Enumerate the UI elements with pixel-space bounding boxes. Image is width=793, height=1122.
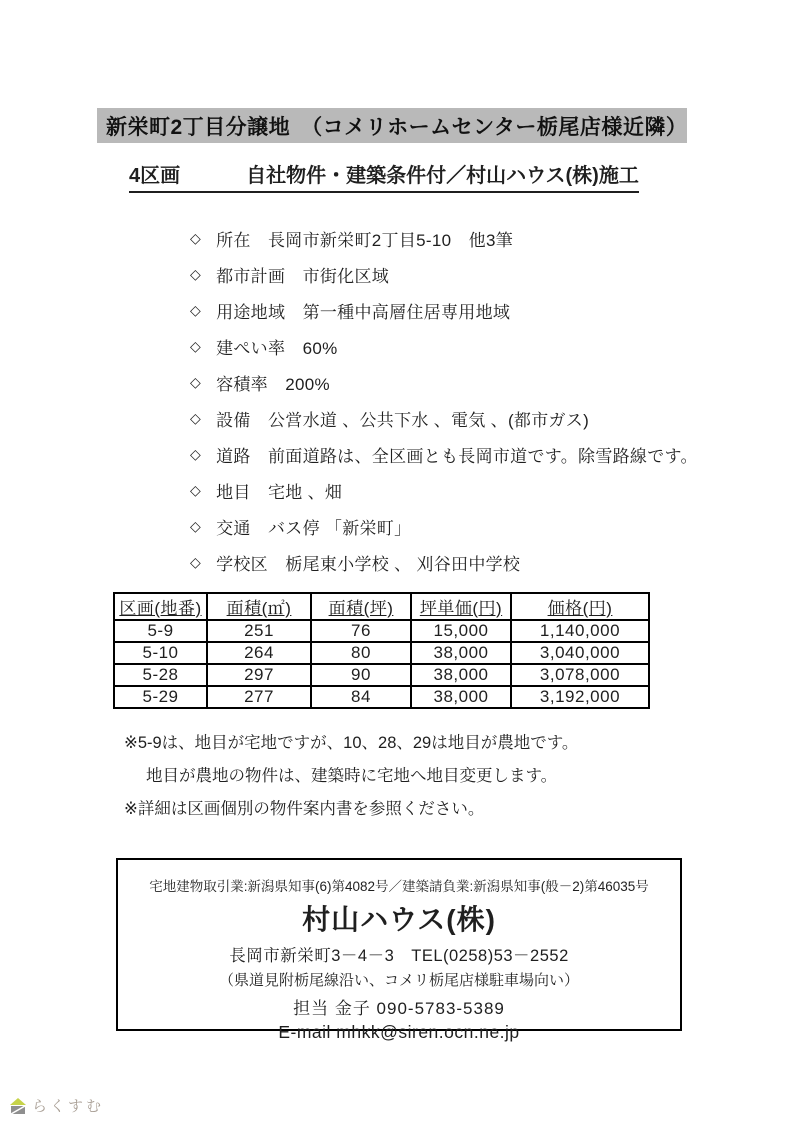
table-row <box>114 642 649 664</box>
table-cell: 5-9 <box>114 620 207 642</box>
table-cell: 3,040,000 <box>511 642 649 664</box>
spec-text: 道路 前面道路は、全区画とも長岡市道です。除雪路線です。 <box>216 446 698 466</box>
table-cell: 90 <box>311 664 411 686</box>
spec-text: 学校区 栃尾東小学校 、 刈谷田中学校 <box>216 554 521 574</box>
subtitle-lot-count: 4区画 <box>129 165 181 187</box>
spec-text: 地目 宅地 、畑 <box>216 482 343 502</box>
price-table <box>113 592 650 709</box>
table-cell: 5-28 <box>114 664 207 686</box>
spec-item-utilities <box>190 400 698 436</box>
table-row <box>114 664 649 686</box>
table-cell: 76 <box>311 620 411 642</box>
license-numbers: 宅地建物取引業:新潟県知事(6)第4082号／建築請負業:新潟県知事(般－2)第46035号 <box>149 879 649 894</box>
page-title <box>97 108 687 143</box>
diamond-icon: ◇ <box>190 265 202 282</box>
diamond-icon: ◇ <box>190 445 202 462</box>
subtitle <box>129 159 639 193</box>
table-cell: 264 <box>207 642 311 664</box>
table-cell: 3,078,000 <box>511 664 649 686</box>
table-cell: 297 <box>207 664 311 686</box>
property-spec-list <box>190 220 698 580</box>
note-details-reference: ※詳細は区画個別の物件案内書を参照ください。 <box>124 799 485 818</box>
logo-text: らくすむ <box>32 1098 105 1115</box>
col-header-price: 価格(円) <box>511 593 649 620</box>
spec-item-zoning <box>190 292 698 328</box>
table-cell: 80 <box>311 642 411 664</box>
notes-section <box>124 724 578 823</box>
table-cell: 1,140,000 <box>511 620 649 642</box>
spec-text: 交通 バス停 「新栄町」 <box>216 518 412 538</box>
table-cell: 84 <box>311 686 411 708</box>
contact-email: E-mail mhkk@siren.ocn.ne.jp <box>278 1022 520 1042</box>
note-land-conversion: 地目が農地の物件は、建築時に宅地へ地目変更します。 <box>146 766 558 785</box>
company-name: 村山ハウス(株) <box>302 904 496 935</box>
spec-text: 都市計画 市街化区域 <box>216 266 390 286</box>
table-cell: 38,000 <box>411 686 511 708</box>
spec-text: 建ぺい率 60% <box>216 338 338 358</box>
table-cell: 15,000 <box>411 620 511 642</box>
diamond-icon: ◇ <box>190 553 202 570</box>
diamond-icon: ◇ <box>190 481 202 498</box>
spec-item-transport <box>190 508 698 544</box>
spec-item-land-category <box>190 472 698 508</box>
rakusumu-logo <box>10 1095 104 1116</box>
table-cell: 38,000 <box>411 642 511 664</box>
spec-text: 容積率 200% <box>216 374 330 394</box>
diamond-icon: ◇ <box>190 229 202 246</box>
spec-item-city-planning <box>190 256 698 292</box>
table-cell: 277 <box>207 686 311 708</box>
spec-text: 用途地域 第一種中高層住居専用地域 <box>216 302 511 322</box>
subtitle-conditions: 自社物件・建築条件付／村山ハウス(株)施工 <box>246 165 639 187</box>
spec-item-school-district <box>190 544 698 580</box>
company-info-box <box>116 858 682 1042</box>
table-cell: 3,192,000 <box>511 686 649 708</box>
table-header-row <box>114 593 649 620</box>
spec-text: 所在 長岡市新栄町2丁目5-10 他3筆 <box>216 230 514 250</box>
diamond-icon: ◇ <box>190 373 202 390</box>
col-header-unit-price: 坪単価(円) <box>411 593 511 620</box>
table-cell: 251 <box>207 620 311 642</box>
diamond-icon: ◇ <box>190 337 202 354</box>
diamond-icon: ◇ <box>190 517 202 534</box>
diamond-icon: ◇ <box>190 409 202 426</box>
col-header-area-sqm: 面積(㎡) <box>207 593 311 620</box>
spec-item-road <box>190 436 698 472</box>
table-row <box>114 620 649 642</box>
table-cell: 38,000 <box>411 664 511 686</box>
table-cell: 5-29 <box>114 686 207 708</box>
spec-item-location <box>190 220 698 256</box>
company-location-note: （県道見附栃尾線沿い、コメリ栃尾店様駐車場向い） <box>218 972 579 989</box>
page-title-text: 新栄町2丁目分譲地 （コメリホームセンター栃尾店様近隣） <box>106 115 688 139</box>
spec-item-coverage-ratio <box>190 328 698 364</box>
spec-item-floor-ratio <box>190 364 698 400</box>
note-land-category: ※5-9は、地目が宅地ですが、10、28、29は地目が農地です。 <box>124 733 579 752</box>
col-header-area-tsubo: 面積(坪) <box>311 593 411 620</box>
company-address: 長岡市新栄町3－4－3 TEL(0258)53－2552 <box>229 947 569 965</box>
table-row <box>114 686 649 708</box>
house-icon <box>10 1098 26 1114</box>
table-cell: 5-10 <box>114 642 207 664</box>
contact-person-phone: 担当 金子 090-5783-5389 <box>293 999 505 1018</box>
col-header-lot: 区画(地番) <box>114 593 207 620</box>
diamond-icon: ◇ <box>190 301 202 318</box>
spec-text: 設備 公営水道 、公共下水 、電気 、(都市ガス) <box>216 410 590 430</box>
